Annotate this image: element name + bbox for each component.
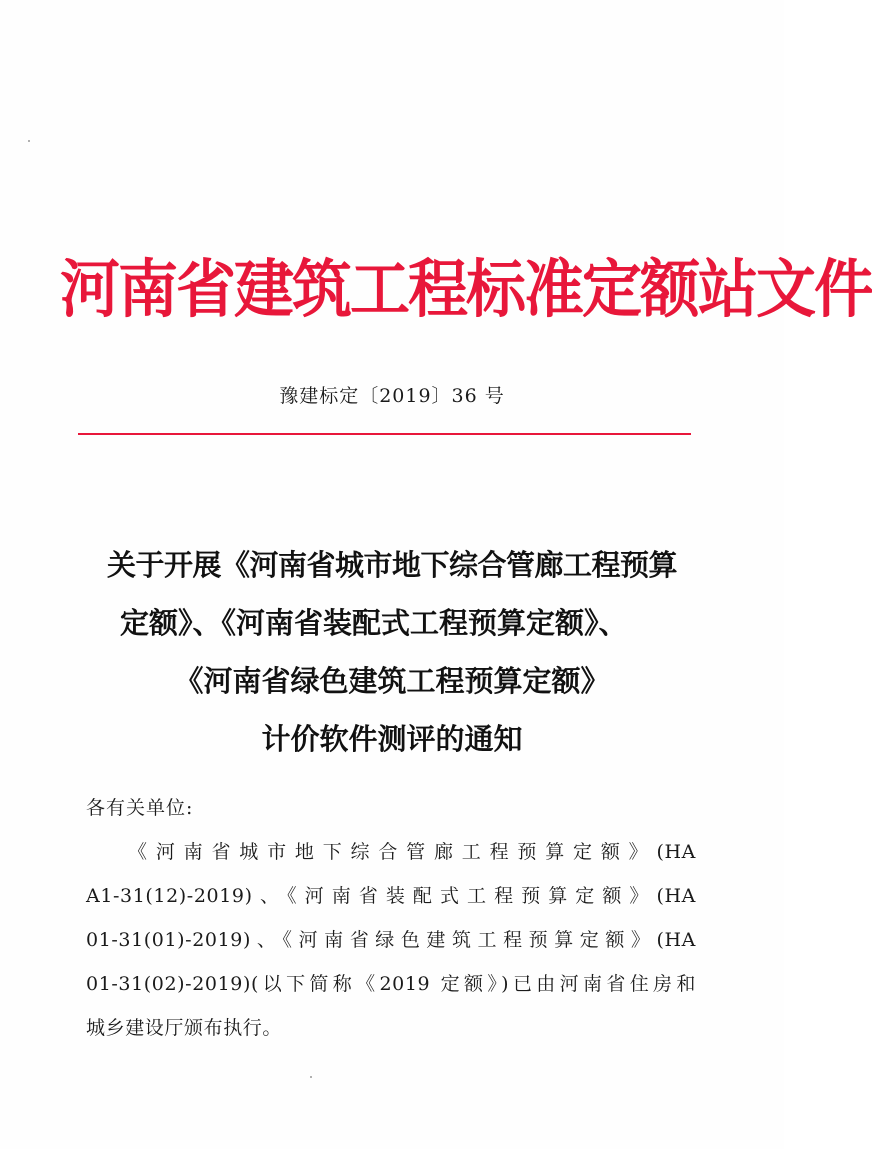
scan-speck [310, 1076, 312, 1078]
paragraph-line-1: 《河南省城市地下综合管廊工程预算定额》(HA [128, 841, 696, 863]
paragraph-line-2: A1-31(12)-2019)、《河南省装配式工程预算定额》(HA [86, 885, 696, 907]
notice-body [86, 786, 696, 1050]
title-line-4: 计价软件测评的通知 [261, 722, 523, 756]
title-line-3: 《河南省绿色建筑工程预算定额》 [174, 664, 610, 698]
body-paragraph [86, 830, 696, 1050]
red-separator-line [78, 433, 691, 435]
salutation: 各有关单位: [86, 797, 194, 819]
paragraph-line-5: 城乡建设厅颁布执行。 [86, 1017, 283, 1039]
document-masthead: 河南省建筑工程标准定额站文件 [60, 253, 872, 327]
notice-title [60, 536, 724, 768]
document-number: 豫建标定〔2019〕36 号 [279, 385, 505, 407]
scan-speck [28, 140, 30, 142]
paragraph-line-4: 01-31(02)-2019)(以下简称《2019 定额》)已由河南省住房和 [86, 973, 696, 995]
title-line-2: 定额》、《河南省装配式工程预算定额》、 [120, 606, 628, 640]
paragraph-line-3: 01-31(01)-2019)、《河南省绿色建筑工程预算定额》(HA [86, 929, 696, 951]
title-line-1: 关于开展《河南省城市地下综合管廊工程预算 [106, 548, 677, 582]
